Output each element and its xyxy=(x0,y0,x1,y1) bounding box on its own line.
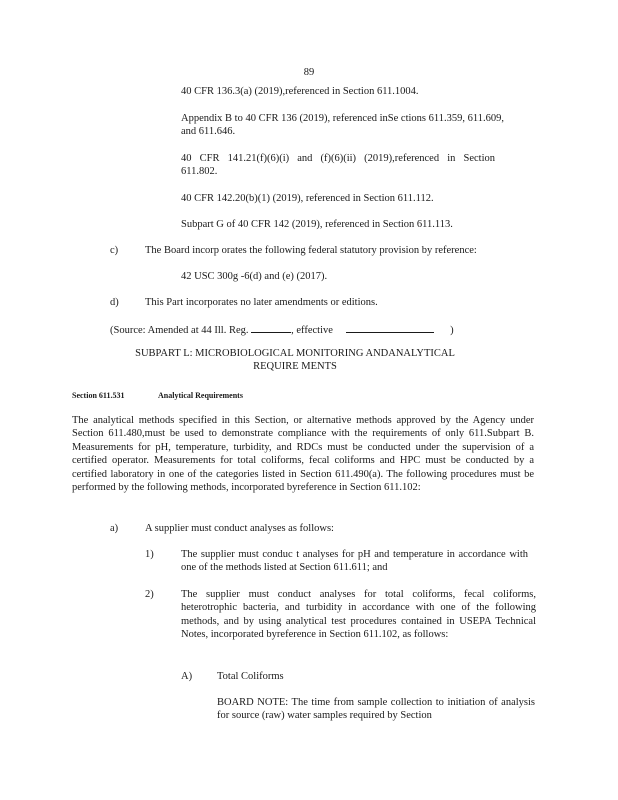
para-d-marker: d) xyxy=(110,297,119,308)
source-mid: , effective xyxy=(291,325,333,336)
item-a-marker: a) xyxy=(110,523,119,534)
incorporation-entry: 40 CFR 136.3(a) (2019),referenced in Section 611.1004. xyxy=(181,86,419,97)
source-close: ) xyxy=(450,325,454,336)
para-c-marker: c) xyxy=(110,245,119,256)
subpart-title: SUBPART L: MICROBIOLOGICAL MONITORING ANDANALYTICAL xyxy=(135,348,455,359)
para-c-text: The Board incorp orates the following federal statutory provision by reference: xyxy=(145,245,477,256)
source-prefix: (Source: Amended at 44 Ill. Reg. xyxy=(110,325,249,336)
register-blank xyxy=(251,322,291,333)
subpart-title-continued: REQUIRE MENTS xyxy=(253,361,337,372)
incorporation-entry: Subpart G of 40 CFR 142 (2019), referenced in Section 611.113. xyxy=(181,219,453,230)
board-note: BOARD NOTE: The time from sample collection to initiation of analysis for source (raw) water samples required by Section xyxy=(217,697,535,722)
incorporation-entry: 40 CFR 141.21(f)(6)(i) and (f)(6)(ii) (2019),referenced in Section 611.802. xyxy=(181,153,495,178)
para-d-text: This Part incorporates no later amendments or editions. xyxy=(145,297,378,308)
item-a-text: A supplier must conduct analyses as follows: xyxy=(145,523,334,534)
item-1-text: The supplier must conduc t analyses for pH and temperature in accordance with one of the methods listed at Section 611.611; and xyxy=(181,549,528,574)
page-number: 89 xyxy=(303,67,315,78)
intro-paragraph: The analytical methods specified in this Section, or alternative methods approved by the Agency under Section 611.480,must be used to demonstrate compliance with the requirements of only 611.Subpart B. Measurements for pH, temperature, turbidity, and RDCs must be conducted under the supervision of a certified operator. Measurements for total coliforms, fecal coliforms and HPC must be conducted by a certified laboratory in one of the categories listed in Section 611.490(a). The following procedures must be performed by the following methods, incorporated byreference in Section 611.102: xyxy=(72,415,534,494)
item-A-text: Total Coliforms xyxy=(217,671,284,682)
incorporation-entry: Appendix B to 40 CFR 136 (2019), referenced inSe ctions 611.359, 611.609, and 611.646. xyxy=(181,113,504,138)
section-number: Section 611.531 xyxy=(72,391,125,400)
source-note xyxy=(110,322,454,337)
item-1-marker: 1) xyxy=(145,549,154,560)
item-2-text: The supplier must conduct analyses for total coliforms, fecal coliforms, heterotrophic bacteria, and turbidity in accordance with one of the following methods, and by using analytical test procedures contained in USEPA Technical Notes, incorporated byreference in Section 611.102, as follows: xyxy=(181,589,536,641)
item-A-marker: A) xyxy=(181,671,193,682)
incorporation-entry: 40 CFR 142.20(b)(1) (2019), referenced in Section 611.112. xyxy=(181,193,434,204)
usc-reference: 42 USC 300g -6(d) and (e) (2017). xyxy=(181,271,328,282)
item-2-marker: 2) xyxy=(145,589,154,600)
effective-date-blank xyxy=(346,322,434,333)
section-title: Analytical Requirements xyxy=(158,391,243,400)
